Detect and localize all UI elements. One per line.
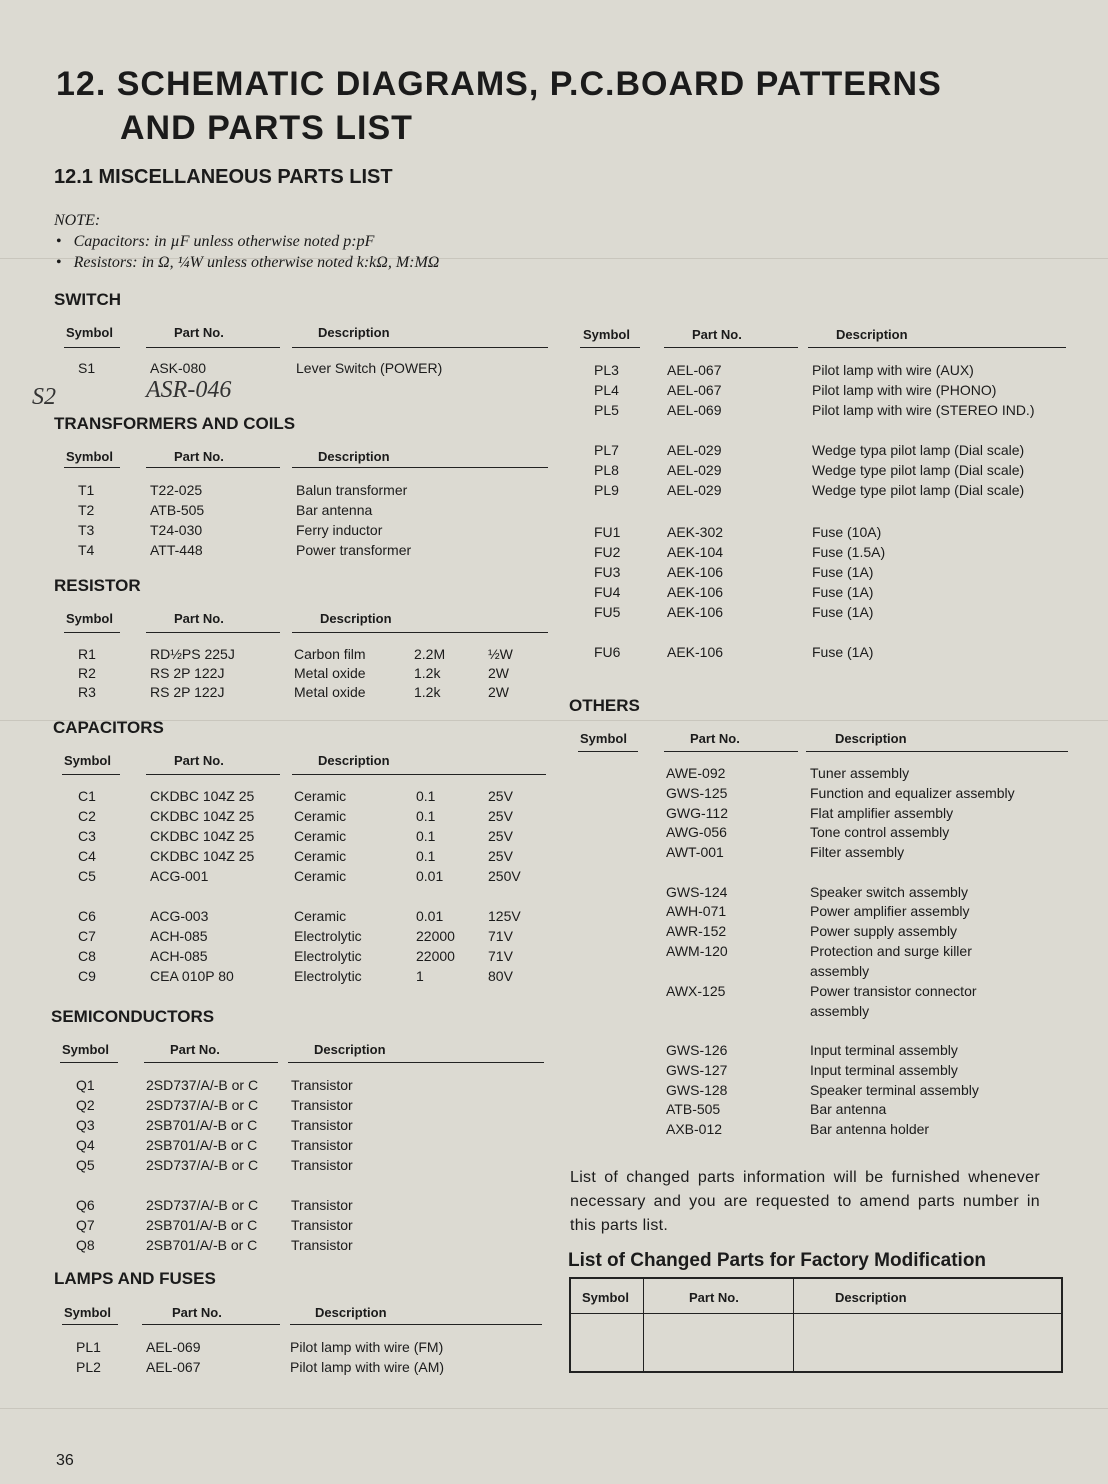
- row-value: 1: [416, 968, 424, 984]
- row-symbol: C3: [78, 828, 96, 844]
- row-description: Input terminal assembly: [810, 1042, 958, 1058]
- row-description: Transistor: [291, 1097, 353, 1113]
- row-symbol: Q6: [76, 1197, 95, 1213]
- row-symbol: PL8: [594, 462, 619, 478]
- changed-parts-note: List of changed parts information will be furnished whenever necessary and you are requested to amend parts number in this parts list.: [570, 1169, 1040, 1234]
- row-description: Fuse (1A): [812, 644, 874, 660]
- header-symbol: Symbol: [64, 1305, 111, 1320]
- row-description-continued: assembly: [810, 963, 870, 979]
- row-description: Fuse (1A): [812, 564, 874, 580]
- row-symbol: FU3: [594, 564, 621, 580]
- row-part: CKDBC 104Z 25: [150, 808, 255, 824]
- row-part: AEK-106: [667, 604, 724, 620]
- row-part: 2SB701/A/-B or C: [146, 1237, 258, 1253]
- row-part: ACH-085: [150, 928, 208, 944]
- row-value: 0.1: [416, 808, 436, 824]
- handwritten-part: ASR-046: [146, 377, 232, 403]
- row-symbol: Q1: [76, 1077, 95, 1093]
- row-part: AEK-302: [667, 524, 724, 540]
- column-divider: [643, 1279, 644, 1371]
- row-part: AEL-067: [146, 1359, 201, 1375]
- row-description: Bar antenna: [296, 502, 373, 518]
- row-description: Transistor: [291, 1077, 353, 1093]
- row-description: Protection and surge killer: [810, 943, 972, 959]
- row-part: GWS-124: [666, 884, 728, 900]
- row-part: ATT-448: [150, 542, 203, 558]
- row-description: Power transformer: [296, 542, 412, 558]
- row-part: AEL-029: [667, 482, 722, 498]
- title-line-1: 12. SCHEMATIC DIAGRAMS, P.C.BOARD PATTERNS: [56, 65, 942, 103]
- row-part: ATB-505: [150, 502, 205, 518]
- row-description: Transistor: [291, 1217, 353, 1233]
- switch-heading: SWITCH: [54, 290, 122, 309]
- row-description: Pilot lamp with wire (STEREO IND.): [812, 402, 1035, 418]
- row-description: Wedge type pilot lamp (Dial scale): [812, 462, 1025, 478]
- header-rule: [64, 632, 120, 633]
- row-symbol: Q7: [76, 1217, 95, 1233]
- row-value: 1.2k: [414, 684, 441, 700]
- row-symbol: Q8: [76, 1237, 95, 1253]
- row-value: 1.2k: [414, 665, 441, 681]
- row-symbol: PL5: [594, 402, 619, 418]
- row-description: Wedge type pilot lamp (Dial scale): [812, 482, 1025, 498]
- section-subtitle: 12.1 MISCELLANEOUS PARTS LIST: [54, 166, 393, 188]
- row-part: 2SB701/A/-B or C: [146, 1137, 258, 1153]
- row-symbol: FU5: [594, 604, 621, 620]
- header-rule: [288, 1062, 544, 1063]
- changed-parts-table: [569, 1277, 1063, 1373]
- row-value: 0.01: [416, 868, 444, 884]
- row-description: Pilot lamp with wire (AM): [290, 1359, 445, 1375]
- header-description: Description: [318, 753, 390, 768]
- row-symbol: C2: [78, 808, 96, 824]
- row-symbol: S1: [78, 360, 96, 376]
- row-value: 22000: [416, 928, 455, 944]
- header-rule: [146, 347, 280, 348]
- row-symbol: PL4: [594, 382, 619, 398]
- row-value: 0.1: [416, 788, 436, 804]
- row-rating: ½W: [488, 646, 513, 662]
- row-part: ACH-085: [150, 948, 208, 964]
- column-divider: [793, 1279, 794, 1371]
- row-part: AWM-120: [666, 943, 728, 959]
- row-symbol: T1: [78, 482, 95, 498]
- header-part: Part No.: [690, 731, 740, 746]
- header-description: Description: [318, 449, 390, 464]
- row-description: Bar antenna: [810, 1101, 887, 1117]
- header-rule: [144, 1062, 278, 1063]
- row-part: GWS-127: [666, 1062, 728, 1078]
- row-part: GWS-126: [666, 1042, 728, 1058]
- header-symbol: Symbol: [66, 611, 113, 626]
- row-description: Electrolytic: [294, 928, 362, 944]
- header-rule: [64, 347, 120, 348]
- header-rule: [64, 467, 120, 468]
- row-part: AEK-104: [667, 544, 724, 560]
- row-symbol: PL7: [594, 442, 619, 458]
- row-part: GWS-128: [666, 1082, 728, 1098]
- row-description: Power supply assembly: [810, 923, 958, 939]
- header-symbol: Symbol: [64, 753, 111, 768]
- header-part: Part No.: [174, 611, 224, 626]
- header-rule: [146, 467, 280, 468]
- row-description: Pilot lamp with wire (PHONO): [812, 382, 997, 398]
- semiconductors-heading: SEMICONDUCTORS: [51, 1007, 215, 1026]
- row-part: ACG-001: [150, 868, 209, 884]
- row-description: Function and equalizer assembly: [810, 785, 1015, 801]
- row-symbol: PL9: [594, 482, 619, 498]
- row-description-continued: assembly: [810, 1003, 870, 1019]
- row-part: AEL-069: [667, 402, 722, 418]
- row-part: CKDBC 104Z 25: [150, 848, 255, 864]
- header-symbol: Symbol: [66, 449, 113, 464]
- row-value: 22000: [416, 948, 455, 964]
- row-part: CKDBC 104Z 25: [150, 788, 255, 804]
- row-part: RD½PS 225J: [150, 646, 235, 662]
- row-part: ATB-505: [666, 1101, 721, 1117]
- row-symbol: C5: [78, 868, 96, 884]
- row-rating: 80V: [488, 968, 513, 984]
- resistor-heading: RESISTOR: [54, 576, 141, 595]
- row-part: RS 2P 122J: [150, 684, 225, 700]
- row-part: AXB-012: [666, 1121, 723, 1137]
- row-symbol: PL2: [76, 1359, 101, 1375]
- row-rating: 25V: [488, 828, 513, 844]
- header-rule: [60, 1062, 118, 1063]
- row-description: Transistor: [291, 1237, 353, 1253]
- row-description: Tone control assembly: [810, 824, 950, 840]
- row-value: 0.01: [416, 908, 444, 924]
- row-symbol: R3: [78, 684, 96, 700]
- row-part: GWG-112: [666, 805, 728, 821]
- table-header-rule: [571, 1313, 1061, 1314]
- header-part: Part No.: [170, 1042, 220, 1057]
- row-rating: 125V: [488, 908, 521, 924]
- header-description: Description: [315, 1305, 387, 1320]
- note-item: • Capacitors: in µF unless otherwise noted p:pF: [54, 231, 439, 252]
- header-rule: [292, 632, 548, 633]
- note-label: NOTE:: [54, 212, 101, 229]
- header-description: Description: [314, 1042, 386, 1057]
- handwritten-symbol: S2: [32, 384, 56, 410]
- row-rating: 2W: [488, 684, 509, 700]
- header-part: Part No.: [174, 325, 224, 340]
- row-description: Ceramic: [294, 908, 347, 924]
- row-symbol: C1: [78, 788, 96, 804]
- row-description: Speaker switch assembly: [810, 884, 968, 900]
- row-part: ASK-080: [150, 360, 207, 376]
- row-value: 2.2M: [414, 646, 446, 662]
- header-rule: [580, 347, 640, 348]
- row-part: AEL-069: [146, 1339, 201, 1355]
- row-description: Fuse (1A): [812, 604, 874, 620]
- header-part: Part No.: [174, 449, 224, 464]
- row-part: AWH-071: [666, 903, 727, 919]
- row-description: Pilot lamp with wire (AUX): [812, 362, 974, 378]
- row-description: Flat amplifier assembly: [810, 805, 954, 821]
- page-title: [56, 62, 942, 150]
- header-symbol: Symbol: [583, 327, 630, 342]
- others-heading: OTHERS: [569, 696, 640, 715]
- header-rule: [142, 1324, 280, 1325]
- row-part: AEL-029: [667, 442, 722, 458]
- row-rating: 71V: [488, 928, 513, 944]
- header-rule: [578, 751, 638, 752]
- row-description: Ceramic: [294, 868, 347, 884]
- row-description: Fuse (1.5A): [812, 544, 886, 560]
- row-description: Transistor: [291, 1137, 353, 1153]
- row-part: 2SB701/A/-B or C: [146, 1217, 258, 1233]
- row-symbol: PL1: [76, 1339, 101, 1355]
- row-rating: 25V: [488, 808, 513, 824]
- row-description: Lever Switch (POWER): [296, 360, 443, 376]
- row-rating: 71V: [488, 948, 513, 964]
- row-symbol: T2: [78, 502, 95, 518]
- row-part: AWR-152: [666, 923, 727, 939]
- row-description: Power transistor connector: [810, 983, 977, 999]
- header-rule: [806, 751, 1068, 752]
- row-description: Wedge typa pilot lamp (Dial scale): [812, 442, 1025, 458]
- row-part: 2SD737/A/-B or C: [146, 1097, 259, 1113]
- row-part: AEK-106: [667, 564, 724, 580]
- row-description: Metal oxide: [294, 684, 366, 700]
- row-part: T24-030: [150, 522, 203, 538]
- header-description: Description: [320, 611, 392, 626]
- row-description: Input terminal assembly: [810, 1062, 958, 1078]
- row-description: Fuse (1A): [812, 584, 874, 600]
- header-symbol: Symbol: [66, 325, 113, 340]
- row-part: T22-025: [150, 482, 203, 498]
- bleed-line: [0, 720, 1108, 721]
- row-symbol: Q5: [76, 1157, 95, 1173]
- header-symbol: Symbol: [582, 1290, 629, 1305]
- row-rating: 25V: [488, 848, 513, 864]
- row-symbol: FU1: [594, 524, 621, 540]
- row-symbol: C7: [78, 928, 96, 944]
- row-description: Metal oxide: [294, 665, 366, 681]
- row-description: Transistor: [291, 1157, 353, 1173]
- header-symbol: Symbol: [62, 1042, 109, 1057]
- header-part: Part No.: [689, 1290, 739, 1305]
- row-description: Ferry inductor: [296, 522, 383, 538]
- row-value: 0.1: [416, 828, 436, 844]
- row-description: Ceramic: [294, 848, 347, 864]
- row-description: Bar antenna holder: [810, 1121, 930, 1137]
- row-part: 2SD737/A/-B or C: [146, 1197, 259, 1213]
- row-symbol: T4: [78, 542, 95, 558]
- note-item: • Resistors: in Ω, ¼W unless otherwise noted k:kΩ, M:MΩ: [54, 252, 439, 273]
- row-description: Pilot lamp with wire (FM): [290, 1339, 444, 1355]
- capacitors-heading: CAPACITORS: [53, 718, 164, 737]
- row-symbol: C6: [78, 908, 96, 924]
- row-symbol: R1: [78, 646, 96, 662]
- row-symbol: Q4: [76, 1137, 95, 1153]
- bleed-line: [0, 1408, 1108, 1409]
- row-symbol: Q2: [76, 1097, 95, 1113]
- header-rule: [664, 751, 798, 752]
- header-description: Description: [835, 1290, 907, 1305]
- row-description: Fuse (10A): [812, 524, 882, 540]
- lamps-heading: LAMPS AND FUSES: [54, 1269, 216, 1288]
- row-symbol: Q3: [76, 1117, 95, 1133]
- row-part: AEL-067: [667, 382, 722, 398]
- row-description: Filter assembly: [810, 844, 905, 860]
- header-rule: [290, 1324, 542, 1325]
- row-part: 2SD737/A/-B or C: [146, 1157, 259, 1173]
- header-rule: [62, 1324, 118, 1325]
- row-part: AWX-125: [666, 983, 726, 999]
- changed-parts-title: List of Changed Parts for Factory Modification: [568, 1250, 987, 1271]
- row-description: Speaker terminal assembly: [810, 1082, 979, 1098]
- row-part: AWG-056: [666, 824, 727, 840]
- row-part: ACG-003: [150, 908, 209, 924]
- row-part: AEK-106: [667, 644, 724, 660]
- header-part: Part No.: [174, 753, 224, 768]
- row-description: Carbon film: [294, 646, 366, 662]
- header-symbol: Symbol: [580, 731, 627, 746]
- row-description: Ceramic: [294, 808, 347, 824]
- row-part: AEK-106: [667, 584, 724, 600]
- row-rating: 250V: [488, 868, 521, 884]
- page-number: 36: [56, 1452, 74, 1469]
- row-part: AEL-029: [667, 462, 722, 478]
- row-part: RS 2P 122J: [150, 665, 225, 681]
- row-part: AEL-067: [667, 362, 722, 378]
- title-line-2: AND PARTS LIST: [120, 109, 413, 147]
- header-rule: [664, 347, 798, 348]
- header-description: Description: [836, 327, 908, 342]
- row-part: 2SD737/A/-B or C: [146, 1077, 259, 1093]
- row-description: Ceramic: [294, 788, 347, 804]
- row-part: 2SB701/A/-B or C: [146, 1117, 258, 1133]
- row-symbol: FU4: [594, 584, 621, 600]
- header-rule: [146, 774, 280, 775]
- row-description: Electrolytic: [294, 968, 362, 984]
- transformers-heading: TRANSFORMERS AND COILS: [54, 414, 296, 433]
- row-rating: 25V: [488, 788, 513, 804]
- header-rule: [808, 347, 1066, 348]
- header-description: Description: [835, 731, 907, 746]
- row-symbol: C4: [78, 848, 96, 864]
- header-part: Part No.: [692, 327, 742, 342]
- header-rule: [292, 774, 546, 775]
- header-rule: [292, 347, 548, 348]
- row-rating: 2W: [488, 665, 509, 681]
- row-description: Transistor: [291, 1197, 353, 1213]
- row-symbol: R2: [78, 665, 96, 681]
- row-description: Power amplifier assembly: [810, 903, 970, 919]
- row-part: CEA 010P 80: [150, 968, 234, 984]
- row-symbol: T3: [78, 522, 95, 538]
- row-symbol: FU2: [594, 544, 621, 560]
- header-rule: [62, 774, 120, 775]
- row-description: Electrolytic: [294, 948, 362, 964]
- row-part: CKDBC 104Z 25: [150, 828, 255, 844]
- note-block: [54, 210, 439, 273]
- row-description: Tuner assembly: [810, 765, 910, 781]
- row-value: 0.1: [416, 848, 436, 864]
- header-description: Description: [318, 325, 390, 340]
- header-rule: [292, 467, 548, 468]
- row-description: Transistor: [291, 1117, 353, 1133]
- row-part: AWT-001: [666, 844, 724, 860]
- row-part: GWS-125: [666, 785, 728, 801]
- row-symbol: C9: [78, 968, 96, 984]
- row-part: AWE-092: [666, 765, 726, 781]
- row-description: Ceramic: [294, 828, 347, 844]
- row-description: Balun transformer: [296, 482, 408, 498]
- row-symbol: FU6: [594, 644, 621, 660]
- header-rule: [146, 632, 280, 633]
- row-symbol: C8: [78, 948, 96, 964]
- row-symbol: PL3: [594, 362, 619, 378]
- header-part: Part No.: [172, 1305, 222, 1320]
